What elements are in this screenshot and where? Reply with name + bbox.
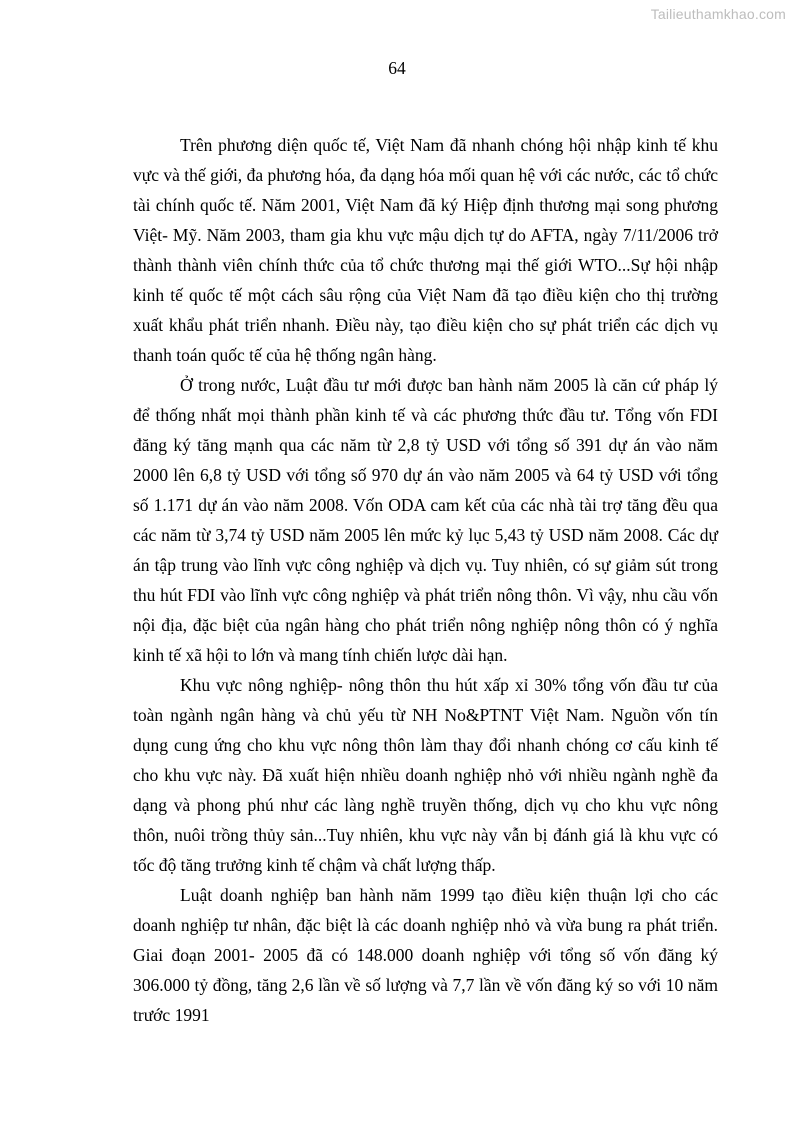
paragraph-enterprise-law: Luật doanh nghiệp ban hành năm 1999 tạo điều kiện thuận lợi cho các doanh nghiệp tư nhân, đặc biệt là các doanh nghiệp nhỏ và vừa bung ra phát triển. Giai đoạn 2001- 2005 đã có 148.000 doanh nghiệp với tổng số vốn đăng ký 306.000 tỷ đồng, tăng 2,6 lần về số lượng và 7,7 lần về vốn đăng ký so với 10 năm trước 1991	[133, 885, 718, 1025]
watermark: Tailieuthamkhao.com	[650, 6, 786, 22]
document-body	[133, 130, 718, 1030]
page-number: 64	[388, 58, 406, 78]
paragraph-international-integration: Trên phương diện quốc tế, Việt Nam đã nhanh chóng hội nhập kinh tế khu vực và thế giới, đa phương hóa, đa dạng hóa mối quan hệ với các nước, các tổ chức tài chính quốc tế. Năm 2001, Việt Nam đã ký Hiệp định thương mại song phương Việt- Mỹ. Năm 2003, tham gia khu vực mậu dịch tự do AFTA, ngày 7/11/2006 trở thành thành viên chính thức của tổ chức thương mại thế giới WTO...Sự hội nhập kinh tế quốc tế một cách sâu rộng của Việt Nam đã tạo điều kiện cho thị trường xuất khẩu phát triển nhanh. Điều này, tạo điều kiện cho sự phát triển các dịch vụ thanh toán quốc tế của hệ thống ngân hàng.	[133, 135, 718, 365]
paragraph-domestic-investment: Ở trong nước, Luật đầu tư mới được ban hành năm 2005 là căn cứ pháp lý để thống nhất mọi thành phần kinh tế và các phương thức đầu tư. Tổng vốn FDI đăng ký tăng mạnh qua các năm từ 2,8 tỷ USD với tổng số 391 dự án vào năm 2000 lên 6,8 tỷ USD với tổng số 970 dự án vào năm 2005 và 64 tỷ USD với tổng số 1.171 dự án vào năm 2008. Vốn ODA cam kết của các nhà tài trợ tăng đều qua các năm từ 3,74 tỷ USD năm 2005 lên mức kỷ lục 5,43 tỷ USD năm 2008. Các dự án tập trung vào lĩnh vực công nghiệp và dịch vụ. Tuy nhiên, có sự giảm sút trong thu hút FDI vào lĩnh vực công nghiệp và phát triển nông thôn. Vì vậy, nhu cầu vốn nội địa, đặc biệt của ngân hàng cho phát triển nông nghiệp nông thôn có ý nghĩa kinh tế xã hội to lớn và mang tính chiến lược dài hạn.	[133, 375, 718, 665]
paragraph-rural-sector: Khu vực nông nghiệp- nông thôn thu hút xấp xỉ 30% tổng vốn đầu tư của toàn ngành ngân hàng và chủ yếu từ NH No&PTNT Việt Nam. Nguồn vốn tín dụng cung ứng cho khu vực nông thôn làm thay đổi nhanh chóng cơ cấu kinh tế cho khu vực này. Đã xuất hiện nhiều doanh nghiệp nhỏ với nhiều ngành nghề đa dạng và phong phú như các làng nghề truyền thống, dịch vụ cho khu vực nông thôn, nuôi trồng thủy sản...Tuy nhiên, khu vực này vẫn bị đánh giá là khu vực có tốc độ tăng trưởng kinh tế chậm và chất lượng thấp.	[133, 675, 718, 875]
